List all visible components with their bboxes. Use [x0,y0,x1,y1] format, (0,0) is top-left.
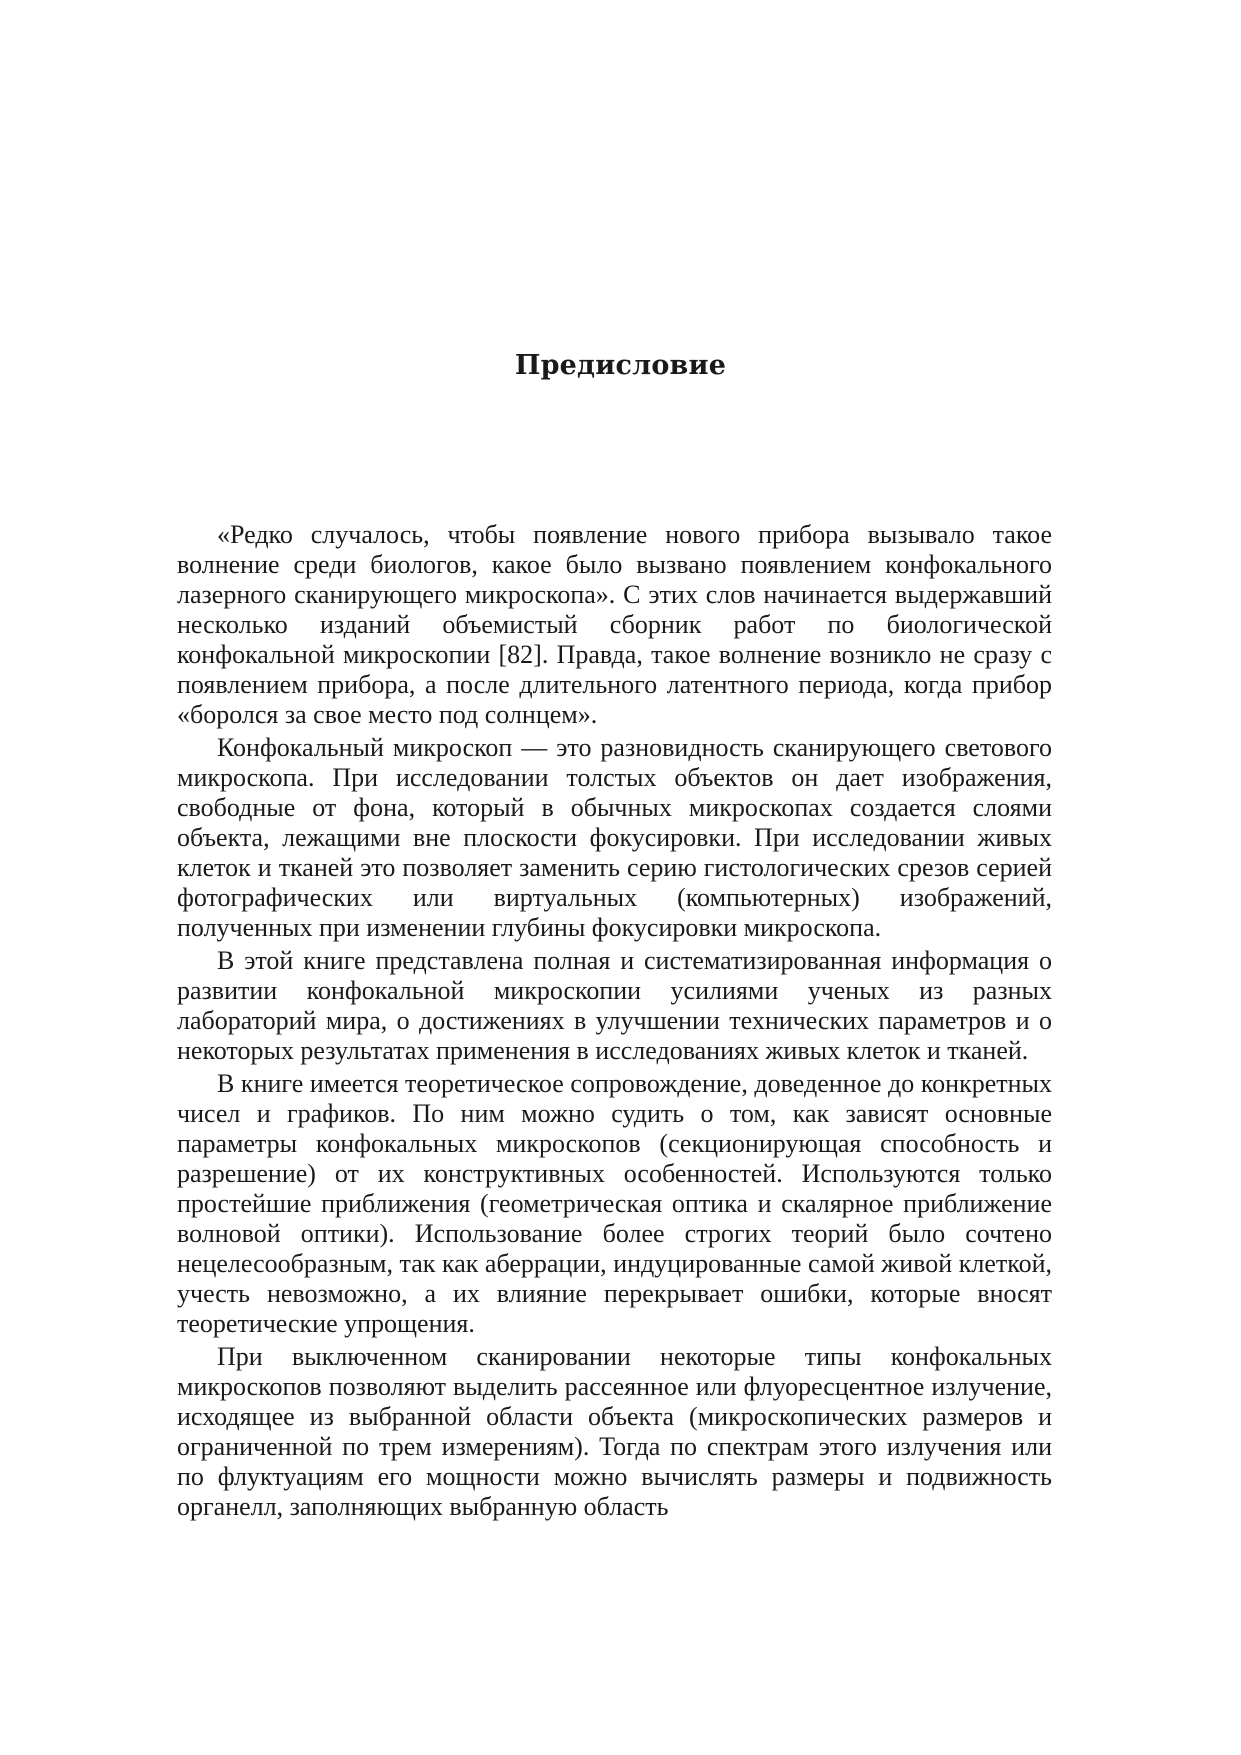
paragraph: В этой книге представлена полная и систематизированная информация о развитии конфокальной микроскопии усилиями ученых из разных лабораторий мира, о достижениях в улучшении технических параметров и о некоторых результатах применения в исследованиях живых клеток и тканей. [177,946,1052,1065]
paragraph: «Редко случалось, чтобы появление нового прибора вызывало такое волнение среди биологов, какое было вызвано появлением конфокального лазерного сканирующего микроскопа». С этих слов начинается выдержавший несколько изданий объемистый сборник работ по биологической конфокальной микроскопии [82]. Правда, такое волнение возникло не сразу с появлением прибора, а после длительного латентного периода, когда прибор «боролся за свое место под солнцем». [177,520,1052,729]
paragraph: При выключенном сканировании некоторые типы конфокальных микроскопов позволяют выделить рассеянное или флуоресцентное излучение, исходящее из выбранной области объекта (микроскопических размеров и ограниченной по трем измерениям). Тогда по спектрам этого излучения или по флуктуациям его мощности можно вычислять размеры и подвижность органелл, заполняющих выбранную область [177,1342,1052,1521]
body-text [177,520,1052,1522]
paragraph: Конфокальный микроскоп — это разновидность сканирующего светового микроскопа. При исследовании толстых объектов он дает изображения, свободные от фона, который в обычных микроскопах создается слоями объекта, лежащими вне плоскости фокусировки. При исследовании живых клеток и тканей это позволяет заменить серию гистологических срезов серией фотографических или виртуальных (компьютерных) изображений, полученных при изменении глубины фокусировки микроскопа. [177,733,1052,942]
paragraph: В книге имеется теоретическое сопровождение, доведенное до конкретных чисел и графиков. По ним можно судить о том, как зависят основные параметры конфокальных микроскопов (секционирующая способность и разрешение) от их конструктивных особенностей. Используются только простейшие приближения (геометрическая оптика и скалярное приближение волновой оптики). Использование более строгих теорий было сочтено нецелесообразным, так как аберрации, индуцированные самой живой клеткой, учесть невозможно, а их влияние перекрывает ошибки, которые вносят теоретические упрощения. [177,1069,1052,1338]
page-title: Предисловие [514,350,727,381]
